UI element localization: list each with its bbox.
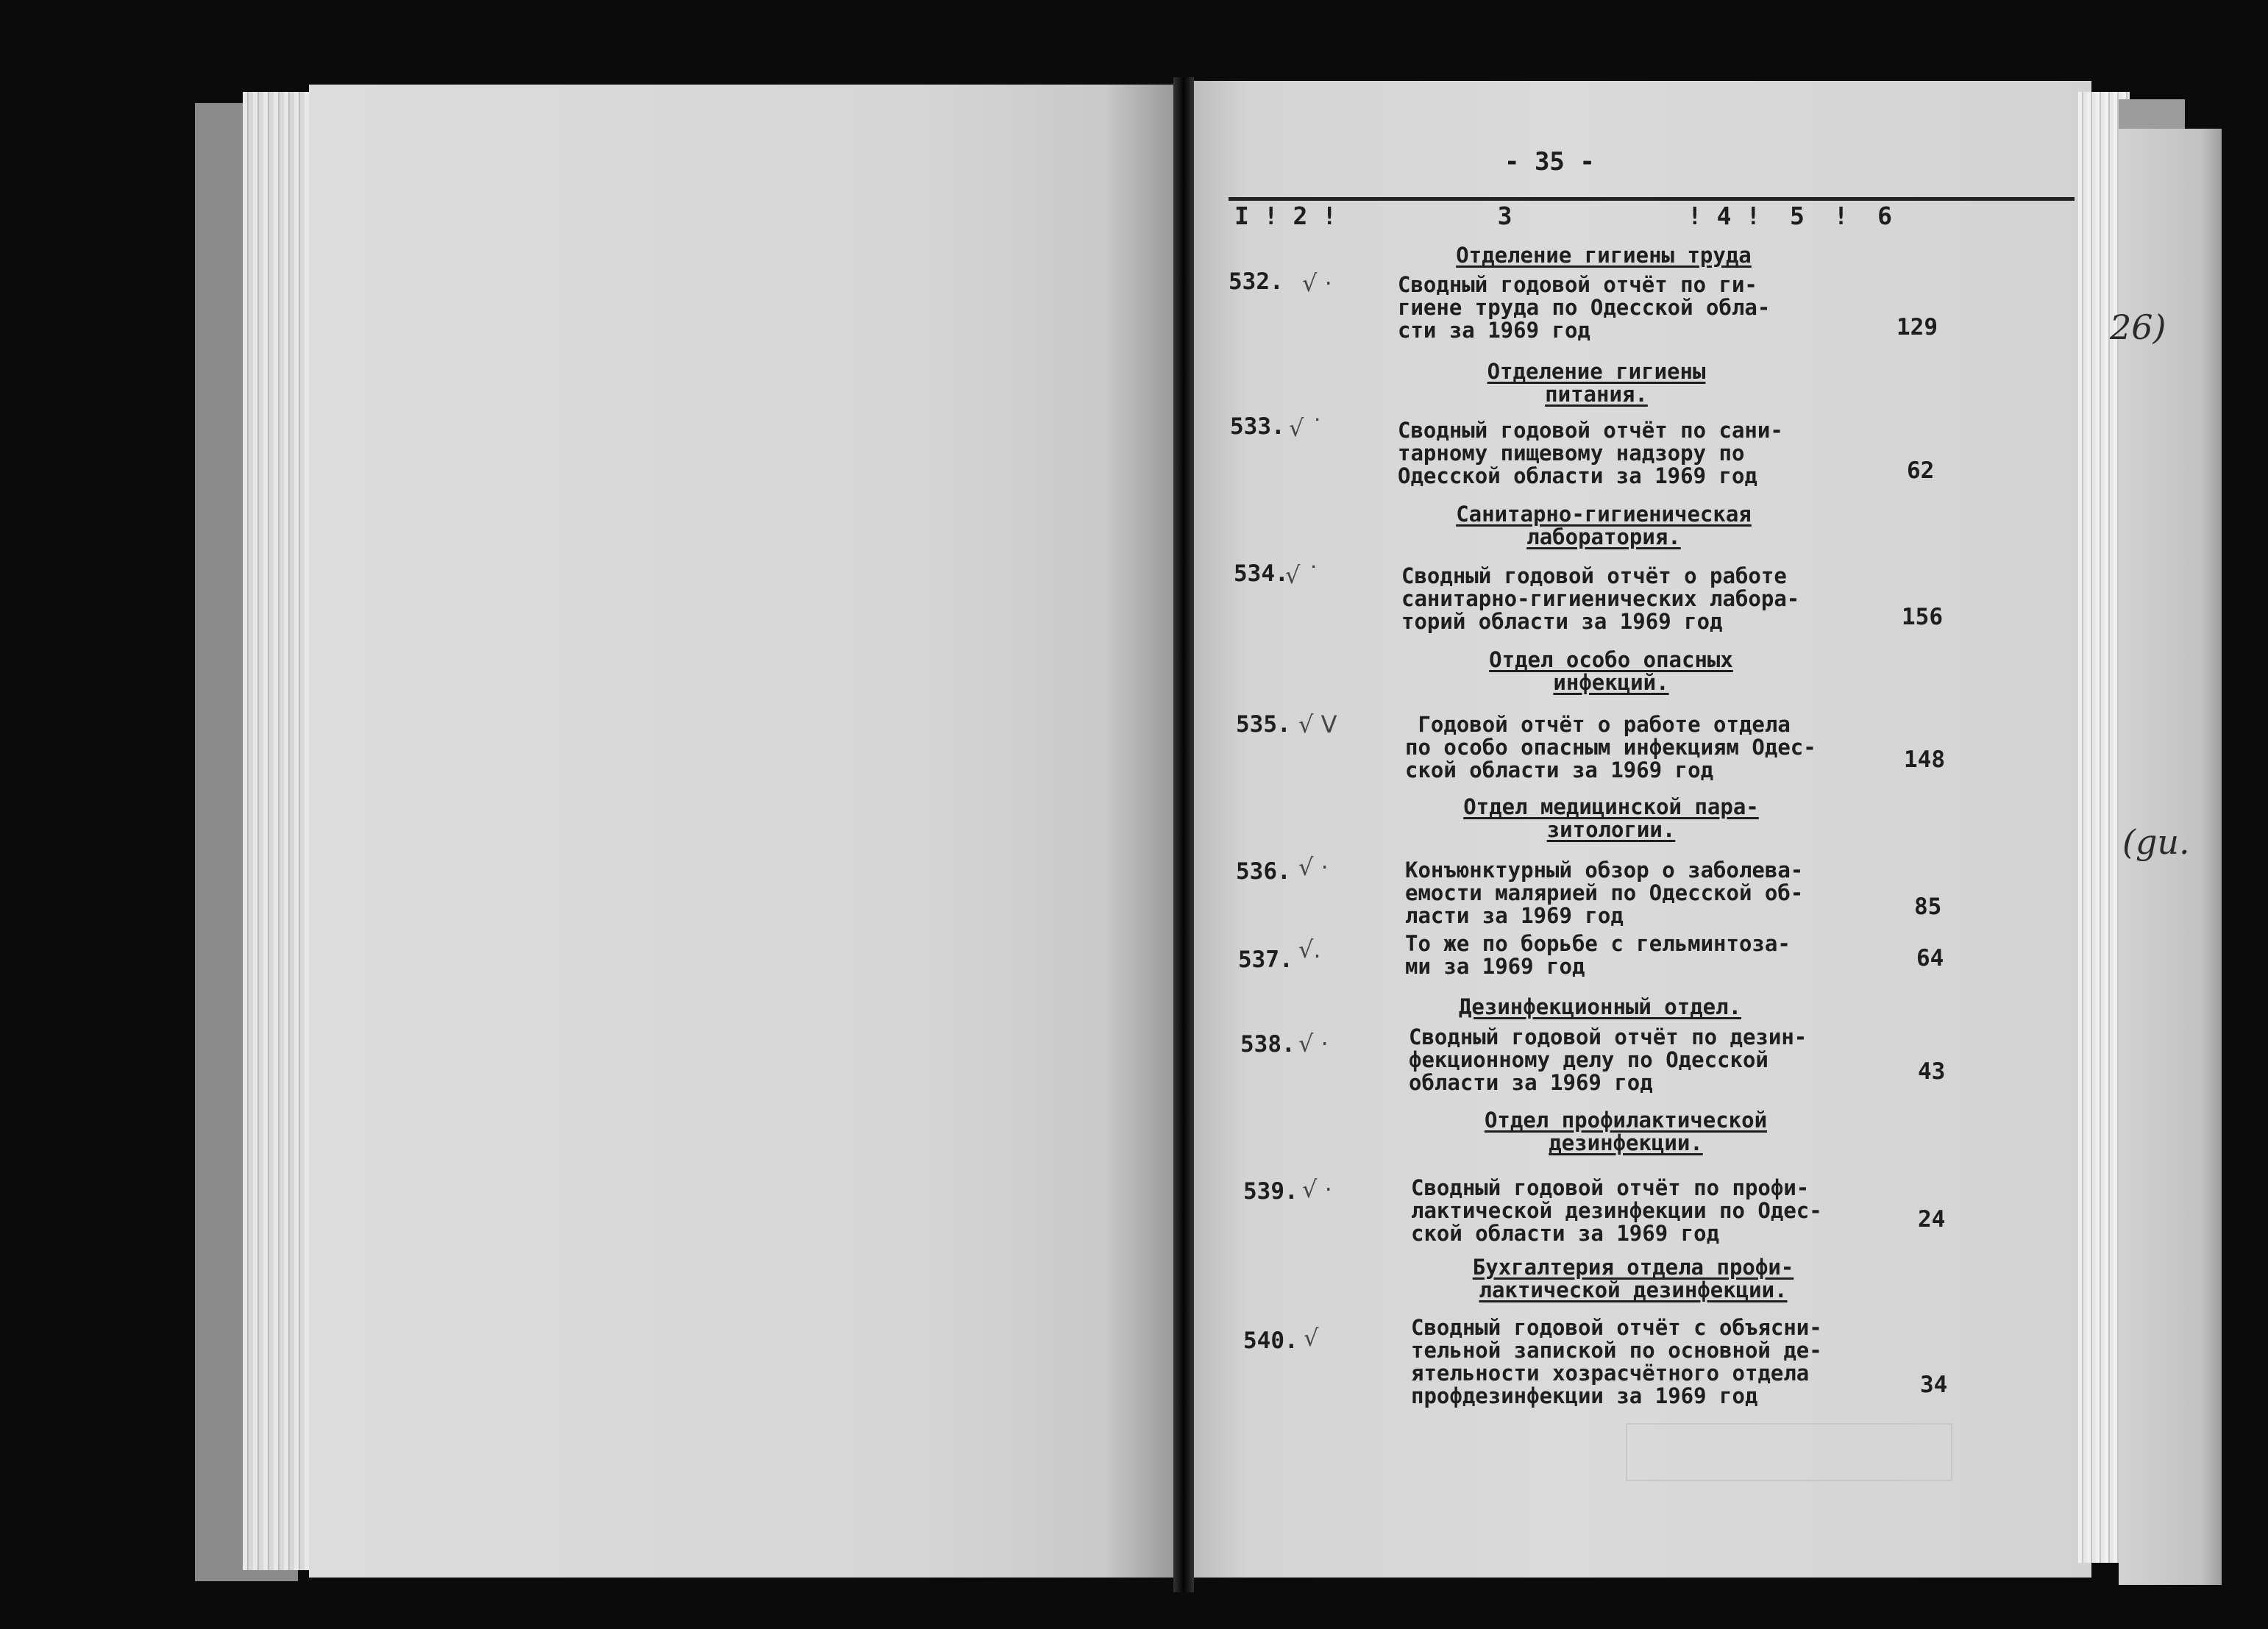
entry-number: 537. — [1238, 947, 1293, 973]
check-mark-icon: √ · — [1302, 269, 1332, 297]
entry-text: Сводный годовой отчёт по профи- лактической дезинфекции по Одес- ской области за 1969 год — [1411, 1175, 1822, 1246]
page-count: 156 — [1902, 604, 1943, 630]
check-mark-icon: √ V — [1298, 710, 1337, 738]
section-heading: Отделение гигиены питания. — [1487, 359, 1706, 407]
blank-left-page — [309, 85, 1173, 1578]
entry-number: 535. — [1236, 711, 1291, 738]
section-heading: Отдел профилактической дезинфекции. — [1484, 1108, 1768, 1155]
faint-stamp — [1626, 1423, 1952, 1481]
entry-number: 533. — [1230, 413, 1285, 440]
page-count: 62 — [1907, 457, 1935, 484]
page-count: 24 — [1918, 1206, 1946, 1233]
page-count: 129 — [1896, 314, 1938, 341]
entry-number: 536. — [1236, 858, 1291, 885]
entry-text: Сводный годовой отчёт с объясни- тельной запиской по основной де- ятельности хозрасчётного отдела профдезинфекции за 1969 год — [1411, 1315, 1822, 1408]
check-mark-icon: √ · — [1298, 1030, 1329, 1058]
check-mark-icon: √ · — [1302, 1175, 1332, 1203]
section-heading: Санитарно-гигиеническая лаборатория. — [1456, 502, 1752, 549]
entry-number: 532. — [1229, 268, 1284, 295]
margin-note-2: (gu. — [2122, 822, 2190, 862]
page-count: 148 — [1904, 746, 1945, 773]
page-count: 64 — [1916, 945, 1944, 972]
entry-text: То же по борьбе с гельминтоза- ми за 1969 год — [1405, 931, 1791, 979]
check-mark-icon: √ ˙ — [1289, 414, 1323, 442]
margin-note-1: 26) — [2110, 307, 2166, 347]
book-spine — [1173, 77, 1194, 1592]
entry-text: Сводный годовой отчёт по ги- гиене труда по Одесской обла- сти за 1969 год — [1398, 272, 1771, 343]
check-mark-icon: √. — [1298, 935, 1321, 963]
section-heading: Отдел медицинской пара- зитологии. — [1463, 794, 1759, 842]
section-heading: Отдел особо опасных инфекций. — [1489, 647, 1733, 695]
header-rule — [1229, 197, 2075, 201]
entry-number: 534. — [1234, 560, 1289, 587]
entry-number: 540. — [1243, 1327, 1298, 1354]
page-edges-left — [243, 92, 316, 1570]
section-heading: Отделение гигиены труда — [1456, 243, 1752, 268]
check-mark-icon: √ ˙ — [1285, 561, 1320, 589]
entry-number: 538. — [1240, 1031, 1295, 1058]
entry-text: Сводный годовой отчёт по дезин- фекционному делу по Одесской области за 1969 год — [1409, 1024, 1807, 1095]
entry-text: Сводный годовой отчёт по сани- тарному пищевому надзору по Одесской области за 1969 год — [1398, 418, 1783, 488]
section-heading: Дезинфекционный отдел. — [1458, 994, 1742, 1019]
entry-number: 539. — [1243, 1178, 1298, 1205]
check-mark-icon: √ — [1304, 1324, 1319, 1352]
entry-text: Годовой отчёт о работе отдела по особо опасным инфекциям Одес- ской области за 1969 год — [1405, 712, 1816, 783]
page-count: 34 — [1920, 1372, 1948, 1398]
check-mark-icon: √ · — [1298, 853, 1329, 881]
column-header: I ! 2 ! 3 ! 4 ! 5 ! 6 — [1234, 202, 1893, 230]
page-number: - 35 - — [1504, 147, 1595, 177]
entry-text: Сводный годовой отчёт о работе санитарно-гигиенических лабора- торий области за 1969 год — [1401, 563, 1800, 634]
page-count: 85 — [1914, 894, 1942, 920]
entry-text: Конъюнктурный обзор о заболева- емости малярией по Одесской об- ласти за 1969 год — [1405, 858, 1804, 928]
section-heading: Бухгалтерия отдела профи- лактической дезинфекции. — [1472, 1255, 1794, 1302]
page-count: 43 — [1918, 1058, 1946, 1085]
